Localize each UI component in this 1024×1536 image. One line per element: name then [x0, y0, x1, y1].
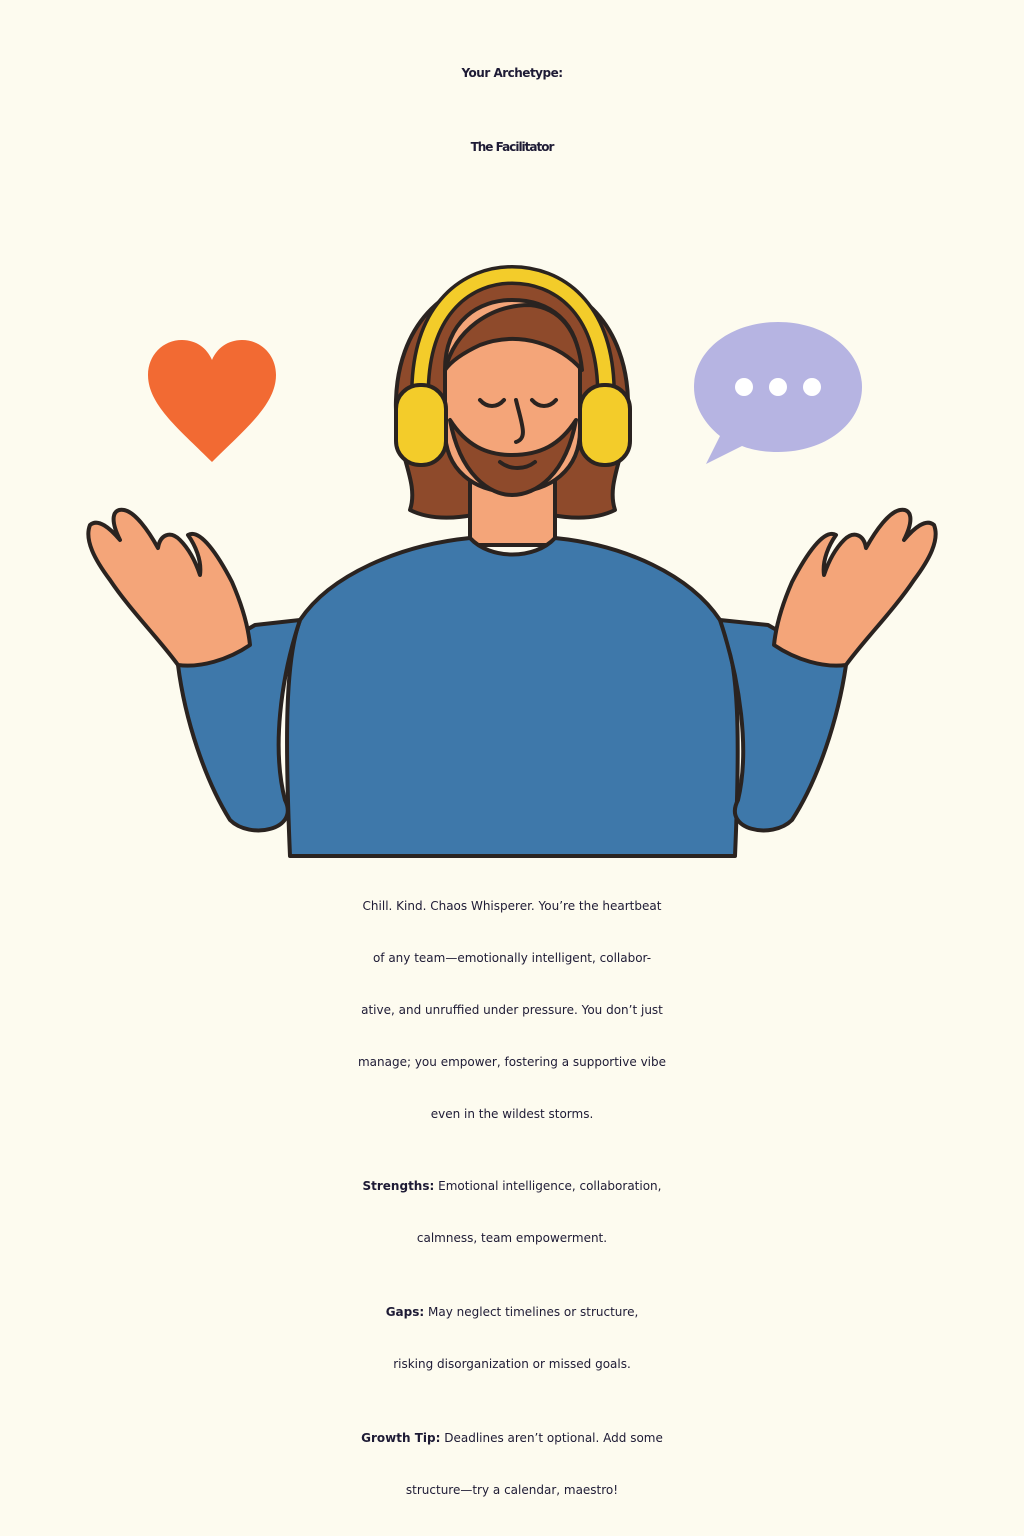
strengths-line-1 — [0, 1166, 1024, 1206]
description-line-3: ative, and unruffied under pressure. You don’t just — [361, 1003, 663, 1017]
facilitator-illustration — [0, 250, 1024, 860]
gaps-text-2: risking disorganization or missed goals. — [393, 1357, 631, 1371]
heart-icon — [148, 340, 276, 462]
archetype-subtitle: Your Archetype: — [461, 66, 563, 80]
strengths-label: Strengths: — [362, 1179, 435, 1193]
growth-tip-text-1: Deadlines aren’t optional. Add some — [444, 1431, 663, 1445]
gaps-line-1 — [0, 1292, 1024, 1332]
archetype-title: The Facilitator — [470, 140, 554, 154]
strengths-text-2: calmness, team empowerment. — [416, 1231, 608, 1245]
gaps-text-1: May neglect timelines or structure, — [428, 1305, 639, 1319]
description-line-2: of any team—emotionally intelligent, collabor- — [372, 951, 652, 965]
gaps-label: Gaps: — [385, 1305, 425, 1319]
description-line-4: manage; you empower, fostering a supportive vibe — [357, 1055, 667, 1069]
strengths-text-1: Emotional intelligence, collaboration, — [438, 1179, 662, 1193]
growth-tip-line-1 — [0, 1418, 1024, 1458]
growth-tip-text-2: structure—try a calendar, maestro! — [405, 1483, 619, 1497]
growth-tip-label: Growth Tip: — [361, 1431, 441, 1445]
speech-bubble-icon — [694, 322, 862, 464]
description-line-5: even in the wildest storms. — [430, 1107, 594, 1121]
description-line-1: Chill. Kind. Chaos Whisperer. You’re the heartbeat — [362, 899, 662, 913]
